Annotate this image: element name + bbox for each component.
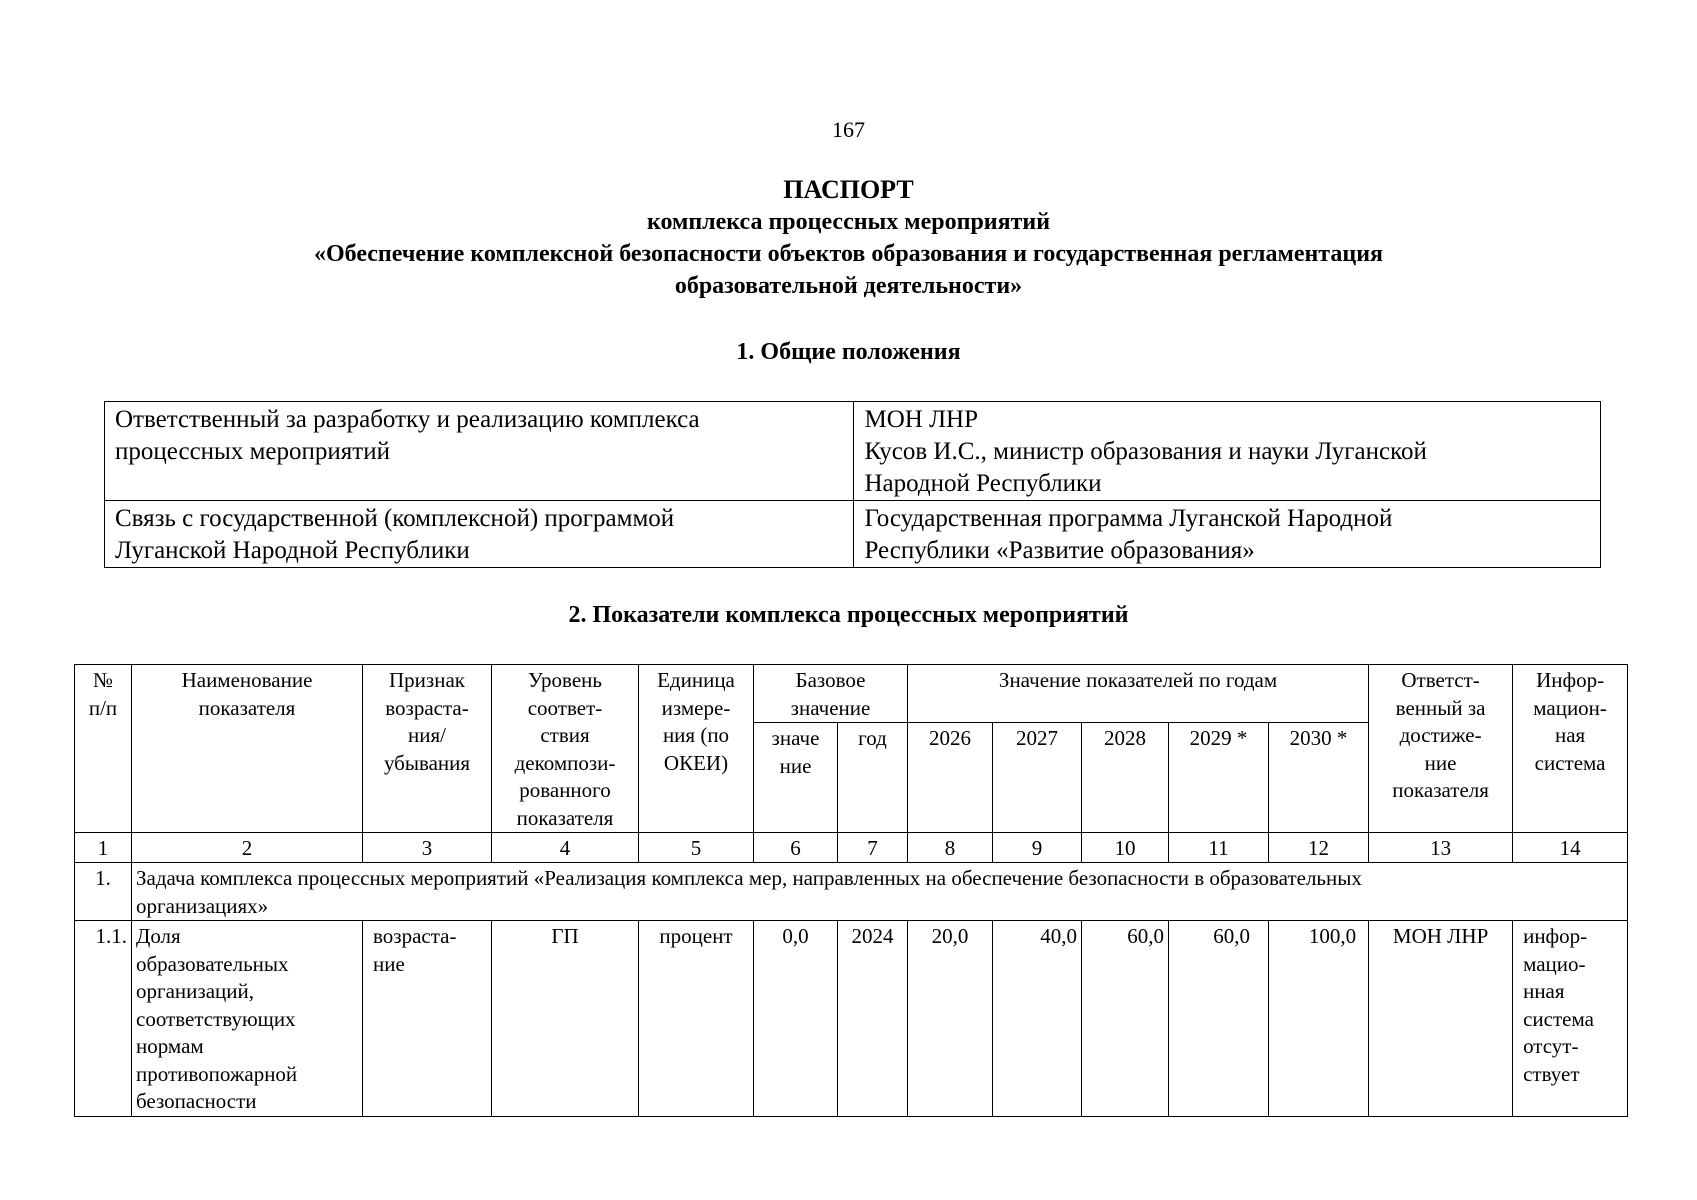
title-line: образовательной деятельности» <box>674 273 1023 299</box>
table-cell <box>854 501 1601 568</box>
header-line: № <box>92 668 114 692</box>
indicator-base-year: 2024 <box>838 921 908 1117</box>
header-line: ние <box>1424 750 1457 775</box>
header-line: показателя <box>516 805 614 830</box>
header-line: ОКЕИ) <box>663 750 729 775</box>
cell-line: Ответственный за разработку и реализацию комплекса <box>115 406 700 433</box>
task-number: 1. <box>75 863 132 921</box>
header-cell-num <box>75 665 132 833</box>
cell-line: Республики «Развитие образования» <box>864 537 1255 564</box>
task-text <box>132 863 1628 921</box>
column-number: 11 <box>1169 833 1269 863</box>
cell-line: МОН ЛНР <box>864 406 978 433</box>
cell-line: процессных мероприятий <box>115 438 390 465</box>
header-cell-sign <box>363 665 492 833</box>
column-number: 5 <box>639 833 754 863</box>
indicator-value: 60,0 <box>1082 921 1169 1117</box>
cell-line: образовательных <box>136 951 289 976</box>
title-line: комплекса процессных мероприятий <box>646 209 1051 235</box>
cell-line: Народной Республики <box>864 470 1102 497</box>
header-line: декомпози- <box>514 750 616 775</box>
cell-line: Государственная программа Луганской Народной <box>864 505 1393 532</box>
indicator-value: 20,0 <box>908 921 993 1117</box>
header-line: показателя <box>198 695 296 720</box>
indicator-value: 40,0 <box>993 921 1082 1117</box>
cell-line: инфор- <box>1523 924 1588 948</box>
cell-line: ние <box>373 951 405 976</box>
cell-line: Связь с государственной (комплексной) программой <box>115 505 675 532</box>
header-line: Признак <box>389 668 465 692</box>
cell-line: соответствующих <box>136 1006 296 1031</box>
indicator-value: 60,0 <box>1169 921 1269 1117</box>
header-cell-responsible <box>1369 665 1513 833</box>
header-cell-unit <box>639 665 754 833</box>
cell-line: Луганской Народной Республики <box>115 537 470 564</box>
column-number: 3 <box>363 833 492 863</box>
header-cell-years: Значение показателей по годам <box>908 665 1369 723</box>
column-number: 1 <box>75 833 132 863</box>
section-heading-general: 1. Общие положения <box>736 339 961 365</box>
indicator-value: 100,0 <box>1269 921 1369 1117</box>
header-line: значе <box>771 726 820 750</box>
column-number: 9 <box>993 833 1082 863</box>
column-number: 2 <box>132 833 363 863</box>
task-line: Задача комплекса процессных мероприятий «Реализация комплекса мер, направленных на обеспечение безопасности в образовательных <box>136 866 1362 890</box>
header-cell-base-year: год <box>838 723 908 833</box>
header-line: Уровень <box>528 668 602 692</box>
indicator-level: ГП <box>492 921 639 1117</box>
header-line: венный за <box>1395 695 1486 720</box>
header-line: ния/ <box>408 723 446 747</box>
header-cell-name <box>132 665 363 833</box>
header-line: ная <box>1554 723 1586 747</box>
indicator-base-value: 0,0 <box>754 921 838 1117</box>
indicator-name <box>132 921 363 1117</box>
column-number: 6 <box>754 833 838 863</box>
header-cell-year: 2026 <box>908 723 993 833</box>
column-number: 7 <box>838 833 908 863</box>
cell-line: нная <box>1523 979 1565 1003</box>
header-cell-level <box>492 665 639 833</box>
header-line: достиже- <box>1399 723 1482 747</box>
header-cell-year: 2028 <box>1082 723 1169 833</box>
cell-line: Доля <box>136 924 181 948</box>
header-line: ния (по <box>662 723 730 747</box>
task-line: организациях» <box>136 893 269 918</box>
cell-line: противопожарной <box>136 1061 298 1086</box>
header-line: Наименование <box>181 668 313 692</box>
cell-line: возраста- <box>373 924 457 948</box>
table-row <box>105 402 1601 501</box>
column-number: 4 <box>492 833 639 863</box>
header-line: мацион- <box>1533 695 1607 720</box>
header-cell-info <box>1513 665 1628 833</box>
header-line: возраста- <box>385 695 469 720</box>
header-cell-year: 2027 <box>993 723 1082 833</box>
column-number: 8 <box>908 833 993 863</box>
header-line: система <box>1534 750 1606 775</box>
title-line: ПАСПОРТ <box>783 175 914 204</box>
header-line: Единица <box>657 668 735 692</box>
cell-line: организаций, <box>136 979 254 1003</box>
header-line: Инфор- <box>1536 668 1605 692</box>
header-line: показателя <box>1392 778 1489 802</box>
title-line: «Обеспечение комплексной безопасности объектов образования и государственная регламентация <box>313 241 1384 267</box>
header-line: соответ- <box>527 695 603 720</box>
document-title <box>0 174 1697 302</box>
header-line: убывания <box>383 750 471 775</box>
header-line: Базовое <box>795 668 866 692</box>
header-line: измере- <box>661 695 731 720</box>
column-number-row <box>75 833 1628 863</box>
cell-line: отсут- <box>1523 1034 1579 1058</box>
table-row <box>105 501 1601 568</box>
cell-line: безопасности <box>136 1089 257 1113</box>
column-number: 12 <box>1269 833 1369 863</box>
header-cell-base <box>754 665 908 723</box>
cell-line: нормам <box>136 1034 204 1058</box>
header-cell-year: 2029 * <box>1169 723 1269 833</box>
general-provisions-table <box>104 401 1601 568</box>
header-line: ние <box>779 753 812 778</box>
table-cell <box>105 402 854 501</box>
cell-line: ствует <box>1523 1061 1580 1086</box>
header-cell-year: 2030 * <box>1269 723 1369 833</box>
cell-line: Кусов И.С., министр образования и науки Луганской <box>864 438 1427 465</box>
indicator-info <box>1513 921 1628 1117</box>
header-row <box>75 665 1628 723</box>
task-row <box>75 863 1628 921</box>
cell-line: мацио- <box>1523 951 1586 976</box>
indicators-table <box>74 664 1628 1117</box>
column-number: 14 <box>1513 833 1628 863</box>
page-number: 167 <box>832 117 865 142</box>
header-line: ствия <box>540 723 590 747</box>
indicator-row <box>75 921 1628 1117</box>
indicator-number: 1.1. <box>75 921 132 1117</box>
column-number: 13 <box>1369 833 1513 863</box>
indicator-sign <box>363 921 492 1117</box>
column-number: 10 <box>1082 833 1169 863</box>
header-line: значение <box>790 695 871 720</box>
header-line: п/п <box>88 695 118 720</box>
header-cell-base-value <box>754 723 838 833</box>
section-heading-indicators: 2. Показатели комплекса процессных мероприятий <box>568 602 1129 628</box>
header-line: Ответст- <box>1401 668 1480 692</box>
header-line: рованного <box>519 778 611 802</box>
cell-line: система <box>1523 1006 1594 1031</box>
indicator-responsible: МОН ЛНР <box>1369 921 1513 1117</box>
table-cell <box>854 402 1601 501</box>
indicator-unit: процент <box>639 921 754 1117</box>
table-cell <box>105 501 854 568</box>
